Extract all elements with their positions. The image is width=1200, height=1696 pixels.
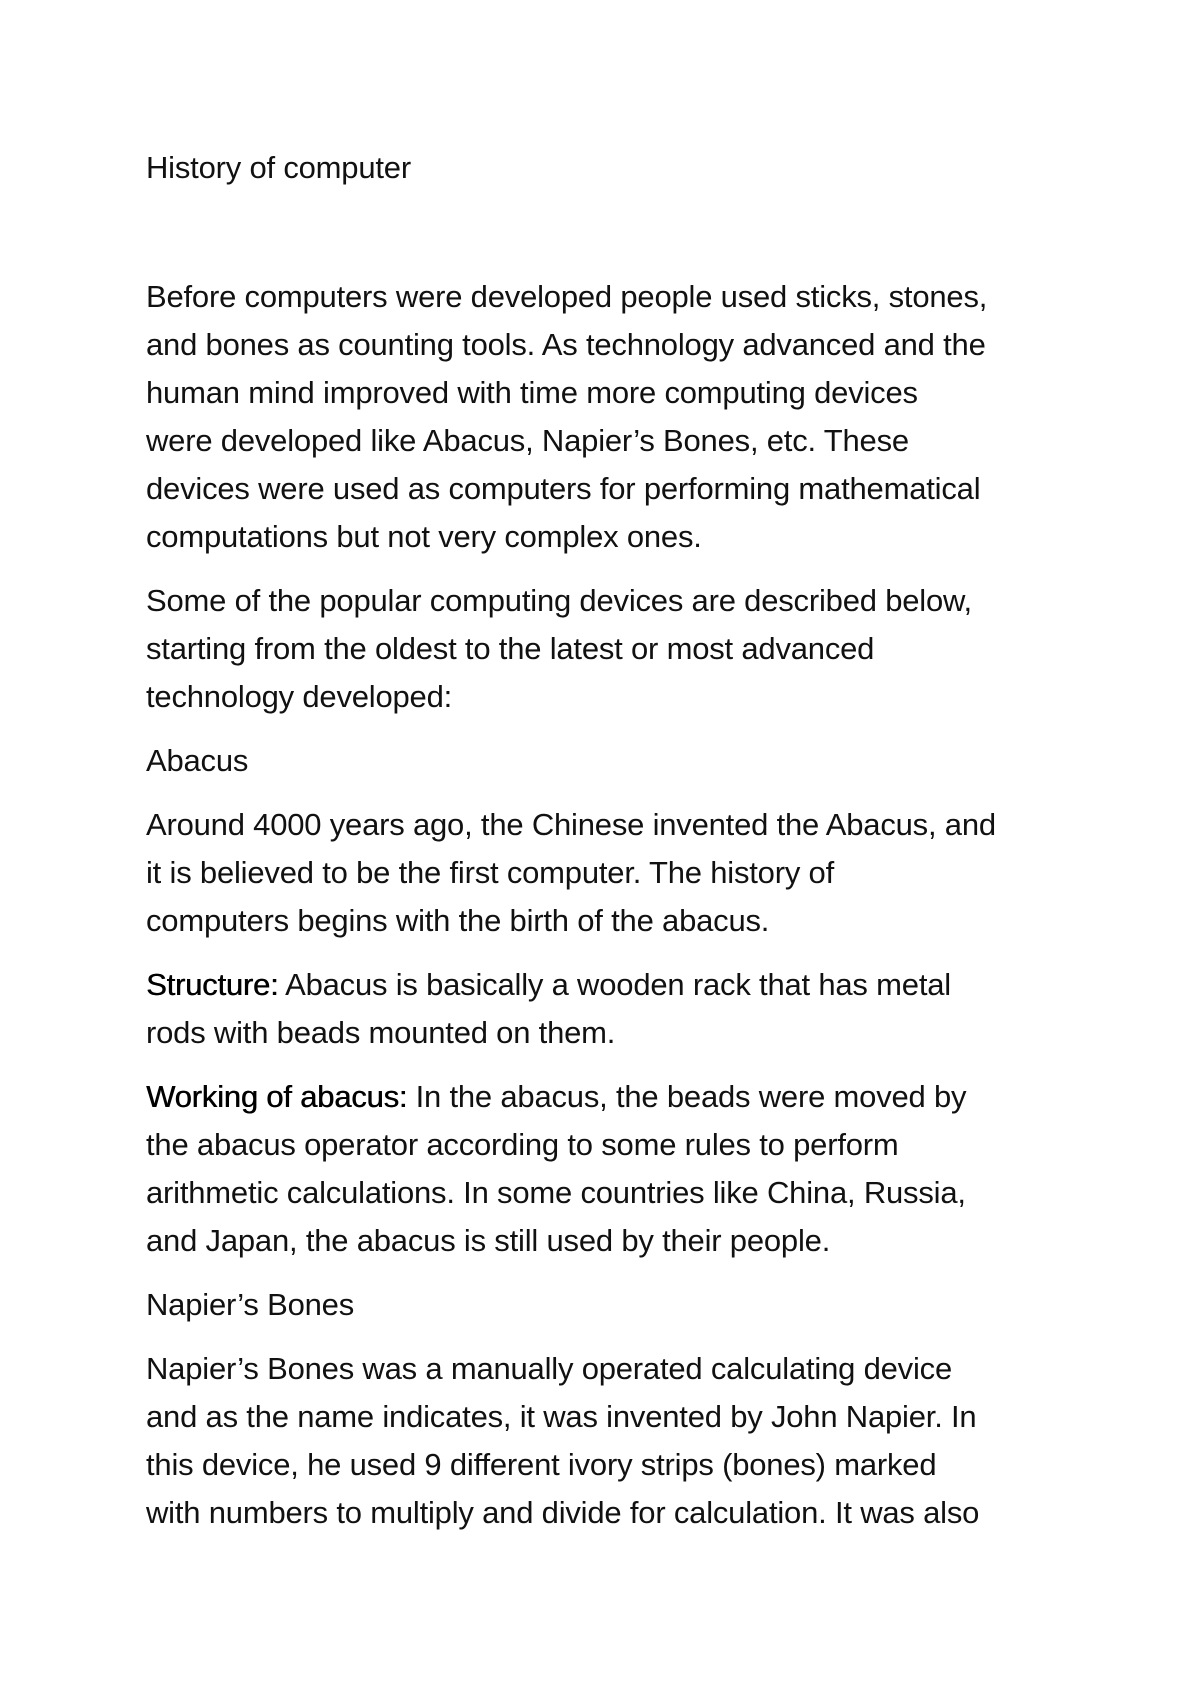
paragraph-line: Around 4000 years ago, the Chinese invented the Abacus, and [146,807,996,842]
paragraph-line: Some of the popular computing devices are described below, [146,583,972,618]
paragraph-line: this device, he used 9 different ivory strips (bones) marked [146,1447,937,1482]
paragraph-line: human mind improved with time more computing devices [146,375,918,410]
paragraph-line: starting from the oldest to the latest or most advanced [146,631,875,666]
working-label: Working of abacus: [146,1079,408,1114]
paragraph-line: arithmetic calculations. In some countries like China, Russia, [146,1175,966,1210]
paragraph-line: computers begins with the birth of the abacus. [146,903,770,938]
abacus-paragraph [146,801,1076,945]
paragraph-line: and as the name indicates, it was invented by John Napier. In [146,1399,977,1434]
napier-paragraph [146,1345,1076,1537]
abacus-structure-paragraph [146,961,1076,1057]
paragraph-line [146,961,1076,1009]
document-page [146,144,1076,1553]
paragraph-line: were developed like Abacus, Napier’s Bones, etc. These [146,423,909,458]
paragraph-line: computations but not very complex ones. [146,519,702,554]
paragraph-line [146,1073,1076,1121]
paragraph-line: Napier’s Bones was a manually operated calculating device [146,1351,952,1386]
abacus-working-paragraph [146,1073,1076,1265]
paragraph-line: the abacus operator according to some rules to perform [146,1127,899,1162]
paragraph-line: with numbers to multiply and divide for calculation. It was also [146,1495,980,1530]
paragraph-line: Before computers were developed people used sticks, stones, [146,279,988,314]
abacus-heading: Abacus [146,743,249,778]
page-title: History of computer [146,150,411,185]
structure-text: Abacus is basically a wooden rack that has metal [278,967,951,1002]
paragraph-line: devices were used as computers for performing mathematical [146,471,981,506]
paragraph-line: rods with beads mounted on them. [146,1015,616,1050]
paragraph-line: and Japan, the abacus is still used by their people. [146,1223,831,1258]
paragraph-line: technology developed: [146,679,453,714]
paragraph-line: and bones as counting tools. As technology advanced and the [146,327,986,362]
devices-intro-paragraph [146,577,1076,721]
working-text: In the abacus, the beads were moved by [407,1079,967,1114]
structure-label: Structure: [146,967,279,1002]
napier-heading: Napier’s Bones [146,1287,355,1322]
paragraph-line: it is believed to be the first computer. The history of [146,855,834,890]
intro-paragraph [146,273,1076,561]
